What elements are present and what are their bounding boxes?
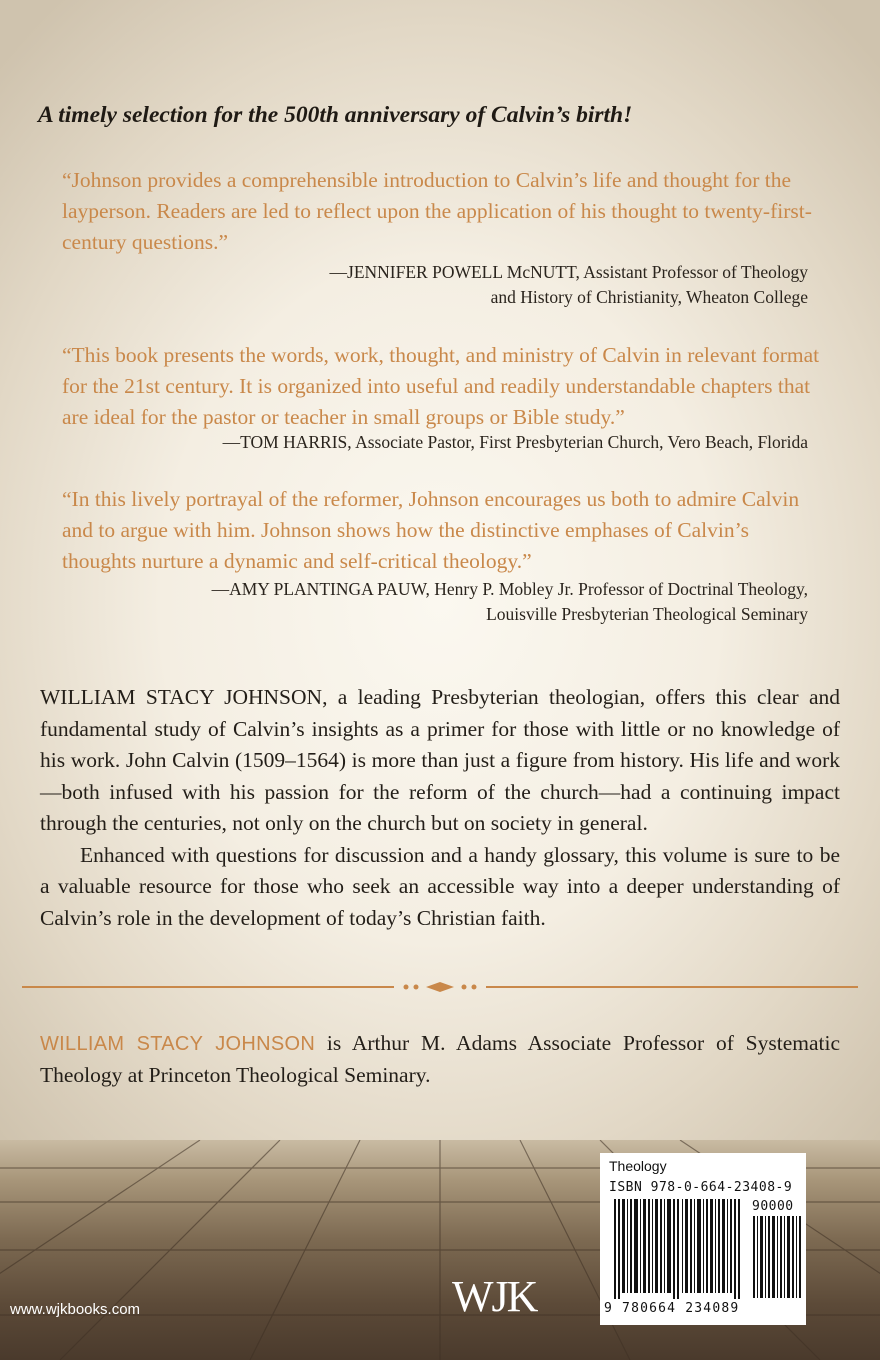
price-barcode-bars (752, 1216, 802, 1298)
attribution-line: —AMY PLANTINGA PAUW, Henry P. Mobley Jr. Professor of Doctrinal Theology, (211, 579, 808, 599)
endorsement-quote: “This book presents the words, work, thought, and ministry of Calvin in relevant format for the 21st century. It is organized into useful and readily understandable chapters that are ideal for the pastor or teacher in small groups or Bible study.” (62, 343, 820, 429)
endorsement-attribution (48, 577, 808, 627)
description-paragraph: WILLIAM STACY JOHNSON, a leading Presbyterian theologian, offers this clear and fundamental study of Calvin’s insights as a primer for those with little or no knowledge of his work. John Calvin (1509–1564) is more than just a figure from history. His life and work—both infused with his passion for the reform of the church—had a continuing impact through the centuries, not only on the church but on society in general. (40, 685, 840, 835)
publisher-logo: WJK (452, 1272, 537, 1321)
isbn-text: ISBN 978-0-664-23408-9 (609, 1180, 793, 1195)
endorsement-attribution (48, 260, 808, 310)
attribution-line: Louisville Presbyterian Theological Seminary (486, 604, 808, 624)
barcode-box (600, 1153, 806, 1325)
author-bio (40, 1028, 840, 1091)
price-code: 90000 (752, 1199, 794, 1214)
endorsement-quote: “In this lively portrayal of the reformer, Johnson encourages us both to admire Calvin and to argue with him. Johnson shows how the distinctive emphases of Calvin’s thoughts nurture a dynamic and self-critical theology.” (62, 487, 800, 573)
attribution-line: —JENNIFER POWELL McNUTT, Assistant Professor of Theology (329, 262, 808, 282)
endorsement-quote: “Johnson provides a comprehensible introduction to Calvin’s life and thought for the layperson. Readers are led to reflect upon the application of his thought to twenty-first-century questions.” (62, 168, 812, 254)
ean-digits: 9 780664 234089 (604, 1301, 740, 1316)
barcode-bars (608, 1199, 746, 1299)
description (40, 682, 840, 934)
description-paragraph: Enhanced with questions for discussion and a handy glossary, this volume is sure to be a valuable resource for those who seek an accessible way into a deeper understanding of Calvin’s role in the development of today’s Christian faith. (40, 842, 840, 930)
author-name: WILLIAM STACY JOHNSON (40, 1033, 316, 1055)
author-bio-text: is Arthur M. Adams Associate Professor of Systematic Theology at Princeton Theological Seminary. (40, 1031, 840, 1087)
publisher-website: www.wjkbooks.com (10, 1301, 141, 1318)
barcode-category: Theology (609, 1158, 667, 1174)
attribution-line: —TOM HARRIS, Associate Pastor, First Presbyterian Church, Vero Beach, Florida (222, 432, 808, 452)
endorsement-attribution (48, 430, 808, 455)
tagline: A timely selection for the 500th anniversary of Calvin’s birth! (38, 102, 633, 128)
attribution-line: and History of Christianity, Wheaton College (490, 287, 808, 307)
ornamental-divider (22, 980, 858, 994)
